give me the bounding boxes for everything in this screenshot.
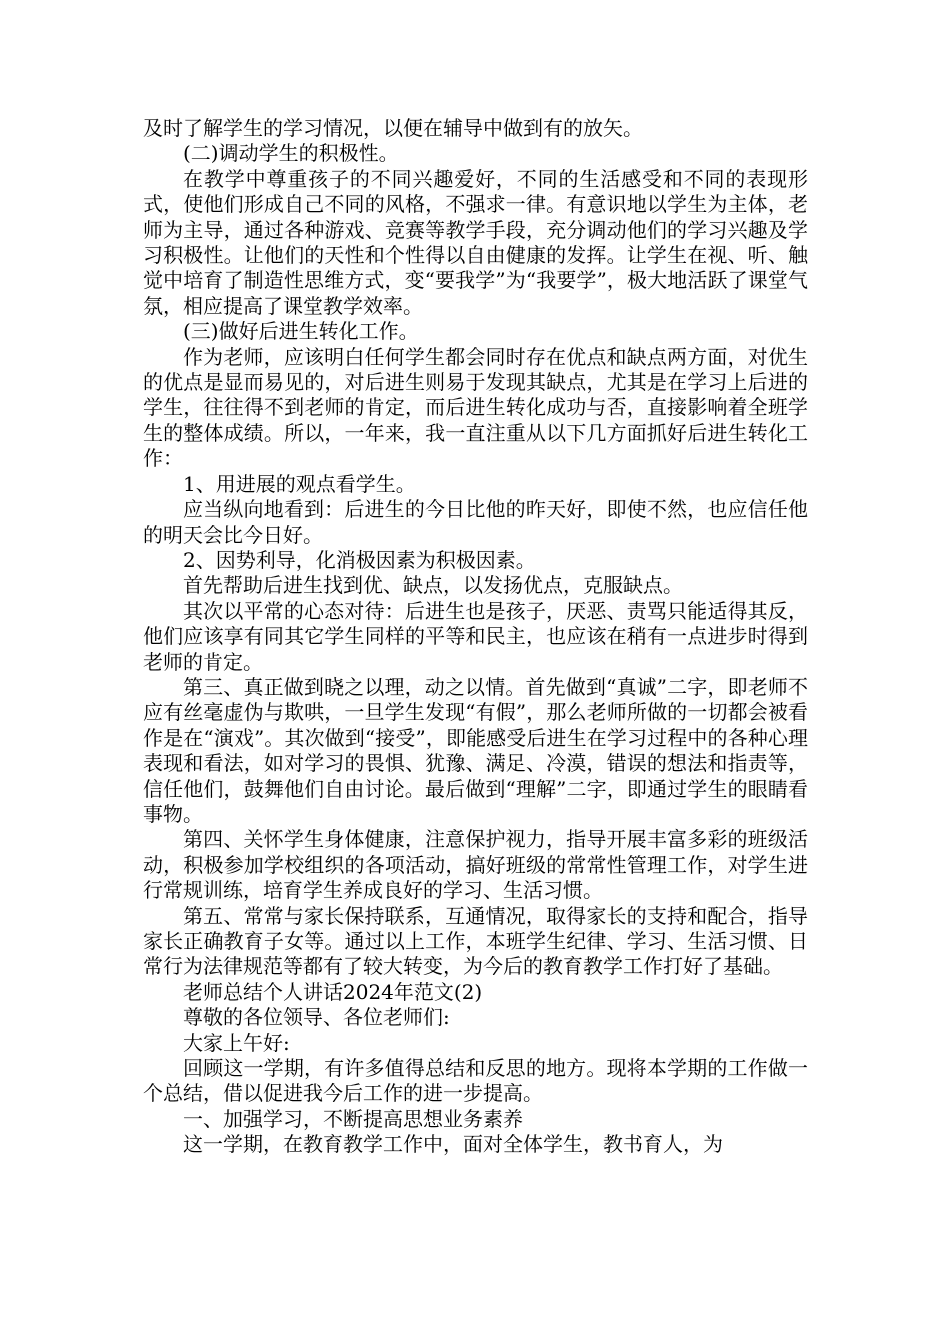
list-item: 2、因势利导，化消极因素为积极因素。: [183, 547, 536, 572]
paragraph: 第四、关怀学生身体健康，注意保护视力，指导开展丰富多彩的班级活动，积极参加学校组织的各项活动，搞好班级的常常性管理工作，对学生进行常规训练，培育学生养成良好的学习、生活习惯。: [143, 827, 808, 903]
greeting: 大家上午好:: [183, 1030, 290, 1055]
section-heading: (二)调动学生的积极性。: [183, 141, 399, 166]
list-item: 1、用进展的观点看学生。: [183, 471, 416, 496]
document-body: [143, 116, 808, 1158]
paragraph: 这一学期，在教育教学工作中，面对全体学生，教书育人，为: [183, 1132, 723, 1157]
section-heading: (三)做好后进生转化工作。: [183, 319, 419, 344]
paragraph: 第五、常常与家长保持联系，互通情况，取得家长的支持和配合，指导家长正确教育子女等。通过以上工作，本班学生纪律、学习、生活习惯、日常行为法律规范等都有了较大转变，为今后的教育教学工作打好了基础。: [143, 903, 808, 979]
paragraph: 其次以平常的心态对待：后进生也是孩子，厌恶、责骂只能适得其反，他们应该享有同其它学生同样的平等和民主，也应该在稍有一点进步时得到老师的肯定。: [143, 598, 808, 674]
paragraph: 首先帮助后进生找到优、缺点，以发扬优点，克服缺点。: [183, 573, 683, 598]
paragraph: 作为老师，应该明白任何学生都会同时存在优点和缺点两方面，对优生的优点是显而易见的，对后进生则易于发现其缺点，尤其是在学习上后进的学生，往往得不到老师的肯定，而后进生转化成功与否，直接影响着全班学生的整体成绩。所以，一年来，我一直注重从以下几方面抓好后进生转化工作：: [143, 344, 808, 471]
salutation: 尊敬的各位领导、各位老师们:: [183, 1005, 450, 1030]
paragraph: 在教学中尊重孩子的不同兴趣爱好，不同的生活感受和不同的表现形式，使他们形成自己不同的风格，不强求一律。有意识地以学生为主体，老师为主导，通过各种游戏、竞赛等教学手段，充分调动他们的学习兴趣及学习积极性。让他们的天性和个性得以自由健康的发挥。让学生在视、听、触觉中培育了制造性思维方式，变“要我学”为“我要学”，极大地活跃了课堂气氛，相应提高了课堂教学效率。: [143, 166, 808, 318]
paragraph: 及时了解学生的学习情况，以便在辅导中做到有的放矢。: [143, 116, 643, 140]
document-title: 老师总结个人讲话2024年范文(2): [183, 979, 483, 1004]
paragraph: 回顾这一学期，有许多值得总结和反思的地方。现将本学期的工作做一个总结，借以促进我今后工作的进一步提高。: [143, 1056, 808, 1106]
section-heading: 一、加强学习，不断提高思想业务素养: [183, 1106, 523, 1131]
paragraph: 第三、真正做到晓之以理，动之以情。首先做到“真诚”二字，即老师不应有丝毫虚伪与欺哄，一旦学生发现“有假”，那么老师所做的一切都会被看作是在“演戏”。其次做到“接受”，即能感受后进生在学习过程中的各种心理表现和看法，如对学习的畏惧、犹豫、满足、冷漠，错误的想法和指责等，信任他们，鼓舞他们自由讨论。最后做到“理解”二字，即通过学生的眼睛看事物。: [143, 674, 808, 826]
paragraph: 应当纵向地看到：后进生的今日比他的昨天好，即使不然，也应信任他的明天会比今日好。: [143, 497, 808, 547]
